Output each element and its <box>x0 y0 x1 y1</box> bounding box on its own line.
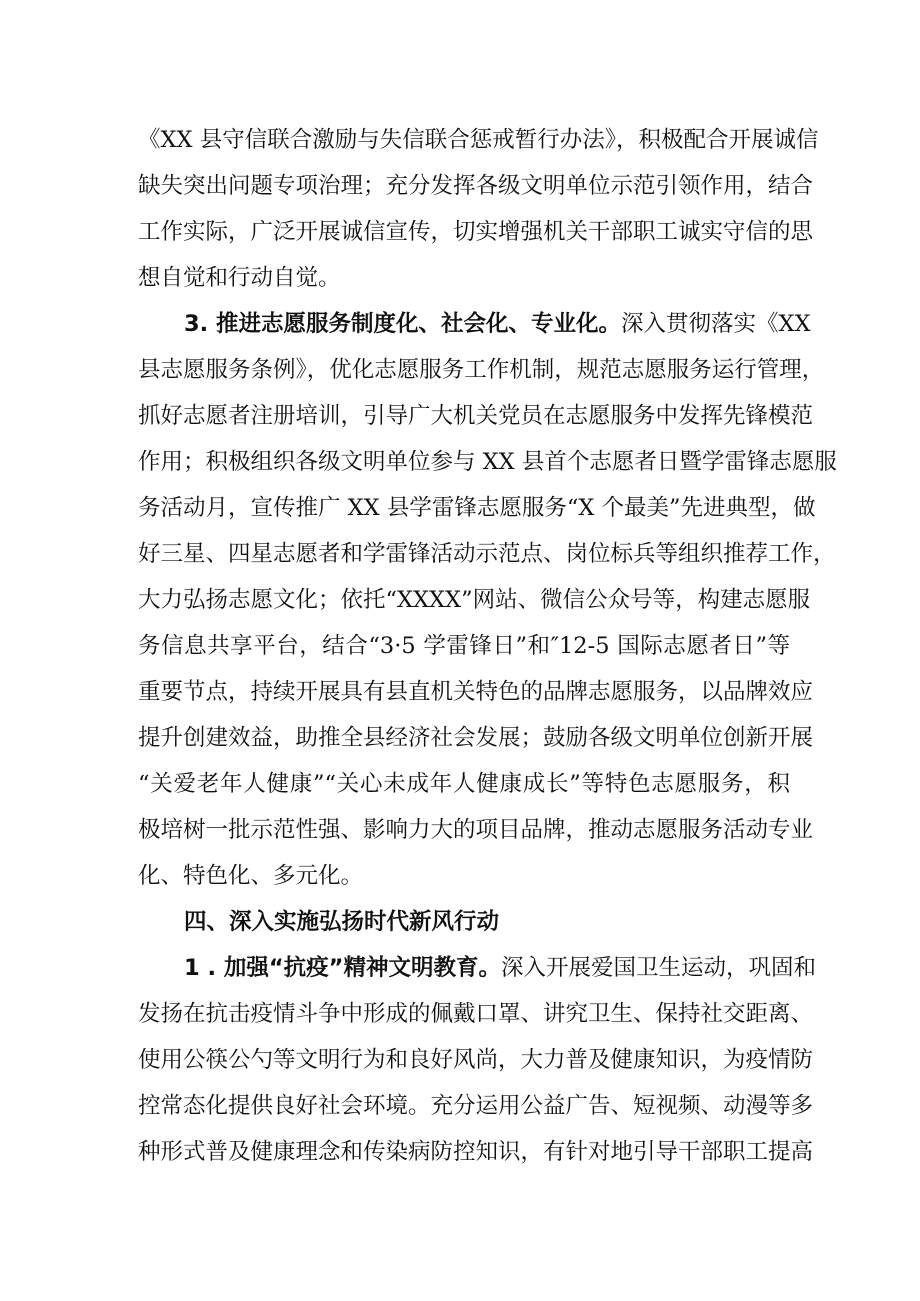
paragraph-2-line-7: 大力弘扬志愿文化；依托“XXXX”网站、微信公众号等，构建志愿服 <box>138 587 811 613</box>
paragraph-3-line-1-rest: 深入开展爱国卫生运动，巩固和 <box>500 955 816 981</box>
paragraph-2-line-1-rest: 深入贯彻落实《XX <box>621 311 811 337</box>
paragraph-3-line-2: 发扬在抗击疫情斗争中形成的佩戴口罩、讲究卫生、保持社交距离、 <box>138 1001 814 1027</box>
paragraph-3-line-5: 种形式普及健康理念和传染病防控知识，有针对地引导干部职工提高 <box>138 1139 814 1165</box>
paragraph-3-line-3: 使用公筷公勺等文明行为和良好风尚，大力普及健康知识，为疫情防 <box>138 1047 814 1073</box>
paragraph-1-line-4: 想自觉和行动自觉。 <box>138 265 341 291</box>
paragraph-2-line-9: 重要节点，持续开展具有县直机关特色的品牌志愿服务，以品牌效应 <box>138 679 814 705</box>
paragraph-2-line-11: “关爱老年人健康”“关心未成年人健康成长”等特色志愿服务，积 <box>138 771 790 797</box>
paragraph-2-line-13: 化、特色化、多元化。 <box>138 863 364 889</box>
section-heading: 四、深入实施弘扬时代新风行动 <box>184 909 500 935</box>
paragraph-2-lead: 3. 推进志愿服务制度化、社会化、专业化。 <box>184 311 622 337</box>
paragraph-1-line-1: 《XX 县守信联合激励与失信联合惩戒暂行办法》，积极配合开展诚信 <box>138 127 819 153</box>
paragraph-3-lead: 1 . 加强“抗疫”精神文明教育。 <box>184 955 501 981</box>
paragraph-3-line-1 <box>184 953 816 983</box>
paragraph-2-line-5: 务活动月，宣传推广 XX 县学雷锋志愿服务“X 个最美”先进典型，做 <box>138 495 816 521</box>
paragraph-3-line-4: 控常态化提供良好社会环境。充分运用公益广告、短视频、动漫等多 <box>138 1093 814 1119</box>
paragraph-2-line-12: 极培树一批示范性强、影响力大的项目品牌，推动志愿服务活动专业 <box>138 817 814 843</box>
paragraph-2-line-10: 提升创建效益，助推全县经济社会发展；鼓励各级文明单位创新开展 <box>138 725 814 751</box>
paragraph-1-line-3: 工作实际，广泛开展诚信宣传，切实增强机关干部职工诚实守信的思 <box>138 219 814 245</box>
paragraph-2-line-6: 好三星、四星志愿者和学雷锋活动示范点、岗位标兵等组织推荐工作， <box>138 541 836 567</box>
paragraph-2-line-8: 务信息共享平台，结合“3·5 学雷锋日”和″12-5 国际志愿者日”等 <box>138 633 790 659</box>
paragraph-2-line-2: 县志愿服务条例》，优化志愿服务工作机制，规范志愿服务运行管理， <box>138 357 825 383</box>
paragraph-2-line-3: 抓好志愿者注册培训，引导广大机关党员在志愿服务中发挥先锋模范 <box>138 403 814 429</box>
paragraph-2-line-1 <box>184 309 811 339</box>
paragraph-1-line-2: 缺失突出问题专项治理；充分发挥各级文明单位示范引领作用，结合 <box>138 173 814 199</box>
paragraph-2-line-4: 作用；积极组织各级文明单位参与 XX 县首个志愿者日暨学雷锋志愿服 <box>138 449 837 475</box>
